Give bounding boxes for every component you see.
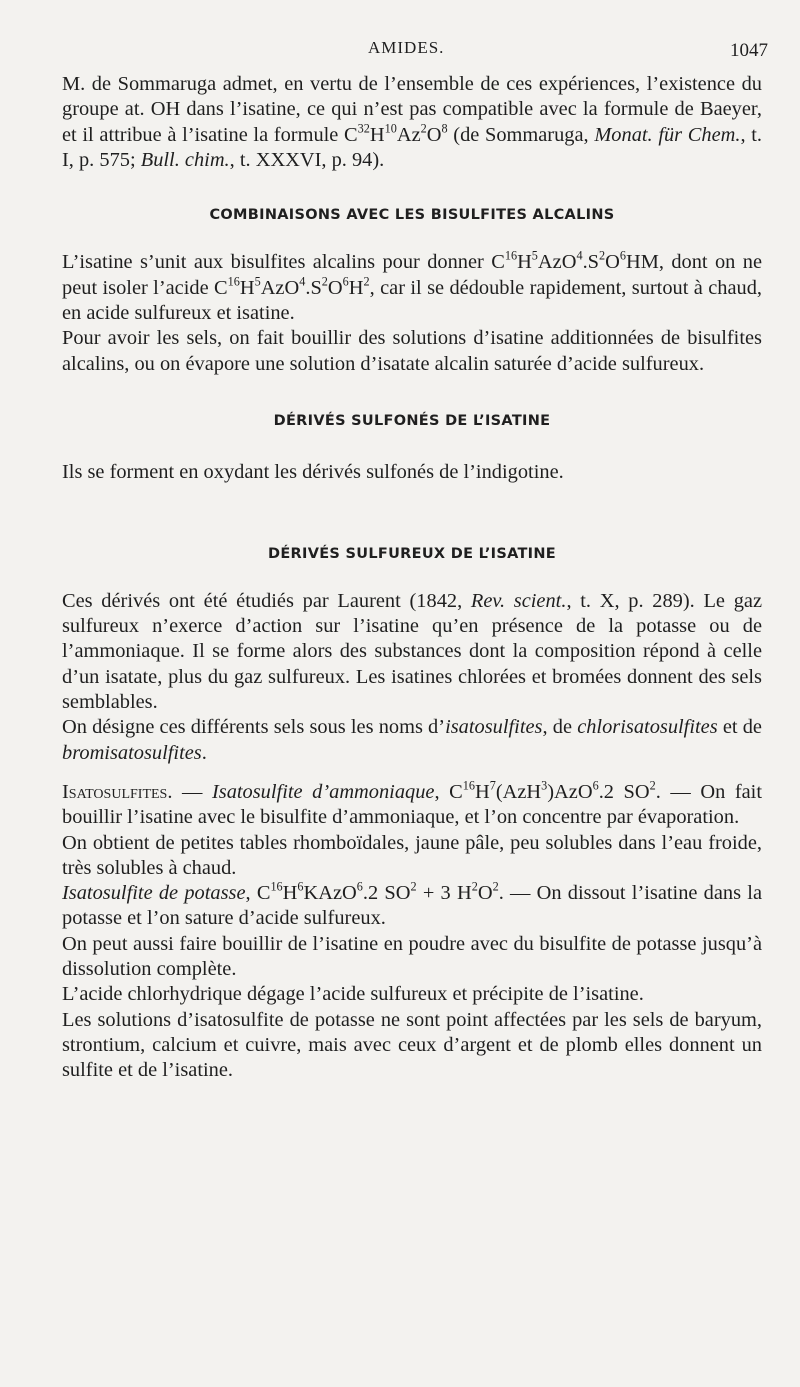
- text-run: .: [201, 741, 207, 764]
- subscript: 2: [410, 879, 417, 894]
- text-run: H: [239, 276, 255, 299]
- term: bromisatosulfites: [62, 741, 202, 764]
- subscript: 16: [270, 879, 283, 894]
- text-run: H: [517, 251, 532, 274]
- text-run: . — On fait bouillir l’isatine avec le bisulfite d’ammoniaque, et l’on concentre par évaporation.: [62, 780, 763, 829]
- text-run: .2 SO: [598, 780, 650, 803]
- text-run: Az: [396, 123, 421, 146]
- text-run: )AzO: [547, 780, 593, 803]
- paragraph-sommaruga: [62, 72, 762, 173]
- compound-name: Isatosulfite de potasse: [62, 882, 246, 905]
- text-run: L’isatine s’unit aux bisulfites alcalins pour donner C: [62, 251, 505, 274]
- text-run: AzO: [260, 276, 300, 299]
- subscript: 16: [227, 274, 240, 289]
- paragraph-laurent: [62, 589, 762, 715]
- page-body: [62, 72, 762, 1084]
- text-run: . — On dissout l’isatine dans la potasse et l’on sature d’acide sulfureux.: [62, 882, 763, 930]
- paragraph-isatosulfite-potasse: [62, 881, 762, 932]
- text-run: AzO: [537, 251, 577, 274]
- text-run: .S: [582, 251, 600, 274]
- text-run: + 3 H: [416, 882, 472, 905]
- citation-journal: Rev. scient.: [470, 589, 567, 612]
- text-run: HM, dont on ne peut isoler l’acide C: [62, 251, 762, 299]
- text-run: , C: [245, 882, 271, 905]
- paragraph-preparation: Pour avoir les sels, on fait bouillir des solutions d’isatine additionnées de bisulfites alcalins, ou on évapore une solution d’isatate alcalin saturée d’acide sulfureux.: [62, 327, 762, 375]
- subscript: 2: [492, 879, 499, 894]
- subscript: 16: [462, 778, 475, 793]
- subsection-label: Isatosulfites: [62, 780, 168, 803]
- text-run: , de: [542, 716, 578, 739]
- paragraph-names: [62, 715, 762, 766]
- text-run: H: [348, 276, 364, 299]
- page-header: [0, 38, 800, 62]
- running-title: AMIDES.: [368, 38, 445, 57]
- text-run: M. de Sommaruga admet, en vertu de l’ensemble de ces expériences, l’existence du groupe at. OH dans l’isatine, ce qui n’est pas compatible avec la formule de Baeyer, et il attribue à l’isatine la formule C: [62, 73, 762, 146]
- citation-journal: Monat. für Chem.: [594, 123, 741, 146]
- subscript: 6: [619, 248, 626, 263]
- subscript: 2: [471, 879, 478, 894]
- paragraph-isatosulfite-ammoniaque: [62, 780, 762, 831]
- text-run: , t. X, p. 289). Le gaz sulfureux n’exerce d’action sur l’isatine qu’en présence de la potasse ou de l’ammoniaque. Il se forme alors des substances dont la composition répond à celle d’un isatate, plus du gaz sulfureux. Les isatines chlorées et bromées donnent des sels semblables.: [62, 589, 763, 714]
- term: isatosulfites: [445, 716, 543, 739]
- text-run: O: [426, 123, 442, 146]
- section-heading-sulfureux: DÉRIVÉS SULFUREUX DE L’ISATINE: [268, 545, 556, 562]
- paragraph-tables: On obtient de petites tables rhomboïdales, jaune pâle, peu solubles dans l’eau froide, très solubles à chaud.: [62, 831, 762, 879]
- subscript: 7: [489, 778, 496, 793]
- paragraph-bouillir: On peut aussi faire bouillir de l’isatine en poudre avec du bisulfite de potasse jusqu’à dissolution complète.: [62, 932, 762, 981]
- paragraph-solutions: Les solutions d’isatosulfite de potasse ne sont point affectées par les sels de baryum, strontium, calcium et cuivre, mais avec ceux d’argent et de plomb elles donnent un sulfite et de l’isatine.: [62, 1008, 762, 1082]
- subscript: 2: [649, 778, 656, 793]
- subscript: 16: [504, 248, 518, 263]
- text-run: . —: [167, 780, 212, 803]
- text-run: , t. XXXVI, p. 94).: [229, 148, 385, 171]
- text-run: Ces dérivés ont été étudiés par Laurent (1842,: [62, 589, 471, 612]
- text-run: H: [474, 780, 490, 803]
- subscript: 2: [420, 121, 427, 136]
- text-run: On désigne ces différents sels sous les noms d’: [62, 716, 446, 739]
- text-run: , C: [434, 780, 463, 803]
- text-run: , t. I, p. 575;: [62, 123, 763, 171]
- subscript: 5: [254, 274, 261, 289]
- text-run: KAzO: [303, 882, 357, 905]
- text-run: H: [282, 882, 298, 905]
- paragraph-acide: L’acide chlorhydrique dégage l’acide sulfureux et précipite de l’isatine.: [62, 983, 644, 1006]
- text-run: .2 SO: [362, 882, 411, 905]
- subscript: 6: [297, 879, 304, 894]
- text-run: O: [477, 882, 493, 905]
- subscript: 4: [299, 274, 306, 289]
- text-run: O: [605, 251, 620, 274]
- compound-name: Isatosulfite d’ammoniaque: [211, 780, 435, 803]
- text-run: (de Sommaruga,: [447, 123, 595, 146]
- subscript: 6: [356, 879, 363, 894]
- section-heading-bisulfites: COMBINAISONS AVEC LES BISULFITES ALCALINS: [209, 207, 615, 224]
- text-run: , car il se dédouble rapidement, surtout à chaud, en acide sulfureux et isatine.: [62, 276, 762, 325]
- subscript: 8: [441, 121, 448, 136]
- subscript: 5: [531, 248, 538, 263]
- subscript: 6: [592, 778, 599, 793]
- subscript: 3: [541, 778, 548, 793]
- section-heading-sulfones: DÉRIVÉS SULFONÉS DE L’ISATINE: [273, 412, 551, 429]
- subscript: 10: [384, 121, 397, 136]
- paragraph-sulfones: Ils se forment en oxydant les dérivés sulfonés de l’indigotine.: [62, 461, 564, 484]
- subscript: 2: [321, 274, 328, 289]
- text-run: O: [327, 276, 343, 299]
- text-run: .S: [305, 276, 322, 299]
- subscript: 32: [357, 121, 370, 136]
- subscript: 4: [576, 248, 583, 263]
- text-run: et de: [717, 716, 762, 739]
- subscript: 2: [363, 274, 370, 289]
- term: chlorisatosulfites: [577, 716, 718, 739]
- text-run: (AzH: [495, 780, 542, 803]
- text-run: H: [369, 123, 385, 146]
- subscript: 2: [599, 248, 606, 263]
- paragraph-bisulfites: [62, 250, 762, 326]
- subscript: 6: [342, 274, 349, 289]
- page-number: 1047: [730, 40, 768, 61]
- citation-journal: Bull. chim.: [140, 148, 230, 171]
